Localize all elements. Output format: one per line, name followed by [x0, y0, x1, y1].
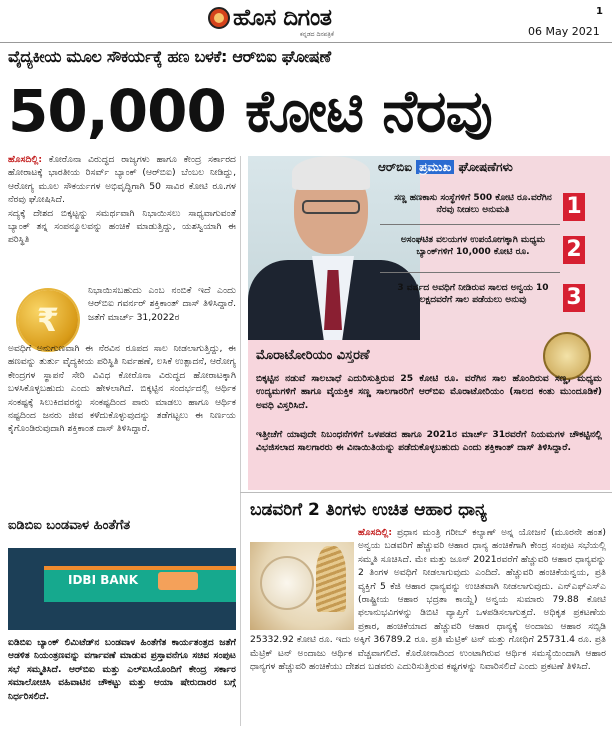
page-number: 1: [596, 6, 603, 17]
moratorium-para-2: ಇತ್ತೀಚೆಗೆ ಯಾವುದೇ ನಿಬಂಧನೆಗಳಿಗೆ ಒಳಪಡದ ಹಾಗೂ 2021ರ ಮಾರ್ಚ್ 31ರವರೆಗೆ ನಿಯಮಗಳ ಚೌಕಟ್ಟಿನಲ್ಲಿ ವಿಭಜಿಸಲಾದ ಸಾಲಗಾರರು ಈ ವಿನಾಯಿತಿಯನ್ನು ಪಡೆದುಕೊಳ್ಳಬಹುದು ಎಂದು ಶಕ್ತಿಕಾಂತ್ ದಾಸ್ ತಿಳಿಸಿದ್ದಾರೆ.: [256, 429, 602, 454]
food-body-text: ಪ್ರಧಾನ ಮಂತ್ರಿ ಗರೀಬ್ ಕಲ್ಯಾಣ್ ಅನ್ನ ಯೋಜನೆ (ಮೂರನೇ ಹಂತ) ಅನ್ವಯ ಬಡವರಿಗೆ ಹೆಚ್ಚುವರಿ ಆಹಾರ ಧಾನ್ಯ ಹಂಚಿಕೆಗಾಗಿ ಕೇಂದ್ರ ಸಂಪುಟ ಸಭೆಯಲ್ಲಿ ಸಮ್ಮತಿ ಸೂಚಿಸಿದೆ. ಮೇ ಮತ್ತು ಜೂನ್ 2021ರವರೆಗೆ ಹೆಚ್ಚುವರಿ ಆಹಾರ ಧಾನ್ಯವನ್ನು 2 ತಿಂಗಳ ಅವಧಿಗೆ ನೀಡಲಾಗುವುದು ಎಂದಿದೆ. ಹೆಚ್ಚುವರಿ ಹಂಚಿಕೆಯನ್ವಯ, ಪ್ರತಿ ವ್ಯಕ್ತಿಗೆ 5 ಕೆಜಿ ಆಹಾರ ಧಾನ್ಯವನ್ನು ಉಚಿತವಾಗಿ ನೀಡಲಾಗುವುದು. ಎನ್‌ಎಫ್‌ಎಸ್‌ಎ (ರಾಷ್ಟ್ರೀಯ ಆಹಾರ ಭದ್ರತಾ ಕಾಯ್ದೆ) ಅನ್ವಯ ಸುಮಾರು 79.88 ಕೋಟಿ ಫಲಾನುಭವಿಗಳನ್ನು ಡಿಬಿಟಿ ವ್ಯಾಪ್ತಿಗೆ ಒಳಪಡಿಸಲಾಗುತ್ತದೆ. ಅಧಿಕೃತ ಪ್ರಕಟಣೆಯ ಪ್ರಕಾರ, ಹಂಚಿಕೆಯಾದ ಹೆಚ್ಚುವರಿ ಆಹಾರ ಧಾನ್ಯಕ್ಕೆ ಅಂದಾಜು ಆಹಾರ ಸಬ್ಸಿಡಿ 25332.92 ಕೋಟಿ ರೂ. ಇದು ಅಕ್ಕಿಗೆ 36789.2 ರೂ. ಪ್ರತಿ ಮೆಟ್ರಿಕ್ ಟನ್ ಮತ್ತು ಗೋಧಿಗೆ 25731.4 ರೂ. ಪ್ರತಿ ಮೆಟ್ರಿಕ್ ಟನ್ ಅಂದಾಜು ಆರ್ಥಿಕ ವೆಚ್ಚವಾಗಲಿದೆ. ಕೊರೋನಾದಿಂದ ಉಂಟಾಗಿರುವ ಆರ್ಥಿಕ ಸಮಸ್ಯೆಯಿಂದಾಗಿ ಆಹಾರ ಧಾನ್ಯಗಳ ಹೆಚ್ಚುವರಿ ಹಂಚಿಕೆಯು ದೇಶದ ಬಡವರು ಎದುರಿಸುತ್ತಿರುವ ಕಷ್ಟಗಳನ್ನು ನಿವಾರಿಸಲಿದೆ ಎಂದು ಪ್ರಕಟಣೆ ತಿಳಿಸಿದೆ.: [250, 527, 606, 673]
idbi-sign-text: IDBI BANK: [68, 573, 138, 587]
moratorium-para-1: ಬಿಕ್ಕಟ್ಟಿನ ನಡುವೆ ಸಾಲಬಾಧೆ ಎದುರಿಸುತ್ತಿರುವ 25 ಕೋಟಿ ರೂ. ವರೆಗಿನ ಸಾಲ ಹೊಂದಿರುವ ಸಣ್ಣ, ಮಧ್ಯಮ ಉದ್ಯಮಗಳಿಗೆ ಹಾಗೂ ವೈಯಕ್ತಿಕ ಸಣ್ಣ ಸಾಲಗಾರರಿಗೆ ಆರ್‌ಬಿಐ ಮೊರಾಟೋರಿಯಂ (ಸಾಲದ ಕಂತು ಮುಂದೂಡಿಕೆ) ಅವಧಿ ವಿಸ್ತರಿಸಿದೆ.: [256, 373, 602, 411]
main-para-2a: ಸದ್ಯಕ್ಕೆ ದೇಶದ ಬಿಕ್ಕಟ್ಟನ್ನು ಸಮರ್ಥವಾಗಿ ನಿಭಾಯಿಸಲು ಸಾಧ್ಯವಾಗುವಂತೆ ಬ್ಯಾಂಕ್ ತನ್ನ ಸಂಪನ್ಮೂಲವನ್ನು ಹಂಚಿಕೆ ಮಾಡುತ್ತಿದ್ದು, ಯಶಸ್ವಿಯಾಗಿ ಈ ಪರಿಸ್ಥಿತಿ: [8, 207, 236, 246]
idbi-heading[interactable]: ಐಡಿಬಿಐ ಬಂಡವಾಳ ಹಿಂತೆಗೆತ: [8, 518, 131, 533]
main-headline[interactable]: 50,000 ಕೋಟಿ ನೆರವು: [8, 77, 492, 145]
main-article-intro[interactable]: [8, 153, 236, 283]
image-spacer: [250, 526, 358, 630]
food-dateline: ಹೊಸದಿಲ್ಲಿ:: [358, 527, 393, 538]
announcement-3-number: 3: [563, 284, 585, 312]
title-highlight: ಪ್ರಮುಖ: [416, 160, 454, 174]
rupee-symbol: ₹: [36, 301, 60, 339]
sun-logo-icon: [208, 7, 230, 29]
announcement-divider: [380, 272, 560, 273]
idbi-bank-photo: [8, 548, 236, 630]
masthead-divider: [0, 42, 612, 43]
main-para-3a: ಜತೆಗೆ ಮಾರ್ಚ್ 31,2022ರ: [88, 311, 180, 323]
main-article-side: [88, 284, 236, 342]
announcements-title: [378, 160, 513, 175]
rupee-coin-image: [18, 290, 78, 350]
hair-shape: [292, 156, 370, 190]
headline-kicker: ವೈದ್ಯಕೀಯ ಮೂಲ ಸೌಕರ್ಯಕ್ಕೆ ಹಣ ಬಳಕೆ: ಆರ್‌ಬಿಐ ಘೋಷಣೆ: [8, 47, 331, 66]
announcement-3-text: 3 ವರ್ಷದ ಅವಧಿಗೆ ನೀಡಿರುವ ಸಾಲದ ಅನ್ವಯ 10 ಲಕ್ಷದವರೆಗೆ ಸಾಲ ಪಡೆಯಲು ಅನುವು: [397, 283, 549, 305]
masthead: [0, 0, 612, 44]
issue-date: 06 May 2021: [528, 25, 600, 38]
announcement-1-text: ಸಣ್ಣ ಹಣಕಾಸು ಸಂಸ್ಥೆಗಳಿಗೆ 500 ಕೋಟಿ ರೂ.ವರೆಗಿನ ನೆರವು ನೀಡಲು ಅನುಮತಿ: [394, 193, 552, 215]
food-heading[interactable]: ಬಡವರಿಗೆ 2 ತಿಂಗಳು ಉಚಿತ ಆಹಾರ ಧಾನ್ಯ: [250, 500, 487, 520]
logo-text: ಹೊಸ ದಿಗಂತ: [233, 5, 332, 31]
announcement-2-text: ಅಸಂಘಟಿತ ವಲಯಗಳ ಉಪಯೋಗಕ್ಕಾಗಿ ಮಧ್ಯಮ ಬ್ಯಾಂಕ್‌ಗಳಿಗೆ 10,000 ಕೋಟಿ ರೂ.: [400, 235, 546, 257]
idbi-body: ಐಡಿಬಿಐ ಬ್ಯಾಂಕ್ ಲಿಮಿಟೆಡ್‌ನ ಬಂಡವಾಳ ಹಿಂತೆಗೆತ ಕಾರ್ಯತಂತ್ರದ ಜತೆಗೆ ಆಡಳಿತ ನಿಯಂತ್ರಣವನ್ನು ವರ್ಗಾವಣೆ ಮಾಡುವ ಪ್ರಸ್ತಾವನೆಗೂ ಸಚಿವ ಸಂಪುಟ ಸಭೆ ಸಮ್ಮತಿಸಿದೆ. ಆರ್‌ಬಿಐ ಮತ್ತು ಎಲ್‌ಐಸಿಯೊಂದಿಗೆ ಕೇಂದ್ರ ಸರ್ಕಾರ ಸಮಾಲೋಚಿಸಿ ವಹಿವಾಟಿನ ಚೌಕಟ್ಟು ಮತ್ತು ಆಯಾ ಷೇರುದಾರರ ಬಗ್ಗೆ ನಿರ್ಧರಿಸಲಿದೆ.: [8, 637, 236, 702]
section-divider: [240, 492, 612, 493]
announcement-divider: [380, 224, 560, 225]
main-article-continued: [8, 342, 236, 512]
tagline: ಕನ್ನಡದ ದಿನಪತ್ರಿಕೆ: [300, 31, 334, 38]
main-para-1: ಕೋರೊನಾ ವಿರುದ್ಧದ ರಾಜ್ಯಗಳು ಹಾಗೂ ಕೇಂದ್ರ ಸರ್ಕಾರದ ಹೋರಾಟಕ್ಕೆ ಭಾರತೀಯ ರಿಸರ್ವ್ ಬ್ಯಾಂಕ್ (ಆರ್‌ಬಿಐ) ಬೆಂಬಲ ನೀಡಿದ್ದು, ಆರೋಗ್ಯ ಮೂಲ ಸೌಕರ್ಯಗಳ ಅಭಿವೃದ್ಧಿಗಾಗಿ 50 ಸಾವಿರ ಕೋಟಿ ರೂ.ಗಳ ನೆರವು ಘೋಷಿಸಿದೆ.: [8, 154, 236, 206]
title-suffix: ಘೋಷಣೆಗಳು: [454, 160, 513, 174]
column-divider: [240, 156, 241, 726]
announcement-2-number: 2: [563, 236, 585, 264]
food-body: [250, 526, 606, 728]
idbi-plate-decor: [158, 572, 198, 590]
moratorium-title[interactable]: ಮೊರಾಟೋರಿಯಂ ವಿಸ್ತರಣೆ: [256, 348, 370, 363]
main-dateline: ಹೊಸದಿಲ್ಲಿ:: [8, 154, 43, 165]
newspaper-logo[interactable]: [208, 2, 408, 34]
announcement-1-number: 1: [563, 193, 585, 221]
glasses-shape: [302, 200, 360, 214]
main-para-3b: ಅವಧಿಗೆ ಅನುಗುಣವಾಗಿ ಈ ನೆರವಿನ ರೂಪದ ಸಾಲ ನೀಡಲಾಗುತ್ತಿದ್ದು, ಈ ಹಣವನ್ನು ತುರ್ತು ವೈದ್ಯಕೀಯ ಪರಿಸ್ಥಿತಿ ನಿರ್ವಹಣೆ, ಲಸಿಕೆ ಉತ್ಪಾದನೆ, ಆರೋಗ್ಯ ಕೇಂದ್ರಗಳ ಸ್ಥಾಪನೆ ಸೇರಿ ವಿವಿಧ ಕೋರೊನಾ ವಿರುದ್ಧದ ಹೋರಾಟಕ್ಕಾಗಿ ಬಳಸಿಕೊಳ್ಳಬಹುದು ಎಂದು ಹೇಳಲಾಗಿದೆ. ಬಿಕ್ಕಟ್ಟಿನ ಸಂದರ್ಭದಲ್ಲಿ ಆರ್ಥಿಕ ಸಂಕಷ್ಟಕ್ಕೆ ಸಿಲುಕಿದವರನ್ನು ಸಂಕಷ್ಟದಿಂದ ಪಾರು ಮಾಡಲು ಹಾಗೂ ಆರ್ಥಿಕ ನಷ್ಟದಿಂದ ಜನರು ಜೀವ ಕಳೆದುಕೊಳ್ಳುವುದನ್ನು ತಡೆಗಟ್ಟಲು ಈ ನಿರ್ಣಯ ಕೈಗೊಂಡಿರುವುದಾಗಿ ಶಕ್ತಿಕಾಂತ ದಾಸ್ ತಿಳಿಸಿದ್ದಾರೆ.: [8, 343, 236, 435]
title-prefix: ಆರ್‌ಬಿಐ: [378, 160, 417, 174]
main-para-2b: ನಿಭಾಯಿಸಬಹುದು ಎಂಬ ನಂಬಿಕೆ ಇದೆ ಎಂದು ಆರ್‌ಬಿಐ ಗವರ್ನರ್ ಶಕ್ತಿಕಾಂತ್ ದಾಸ್ ತಿಳಿಸಿದ್ದಾರೆ.: [88, 285, 236, 310]
